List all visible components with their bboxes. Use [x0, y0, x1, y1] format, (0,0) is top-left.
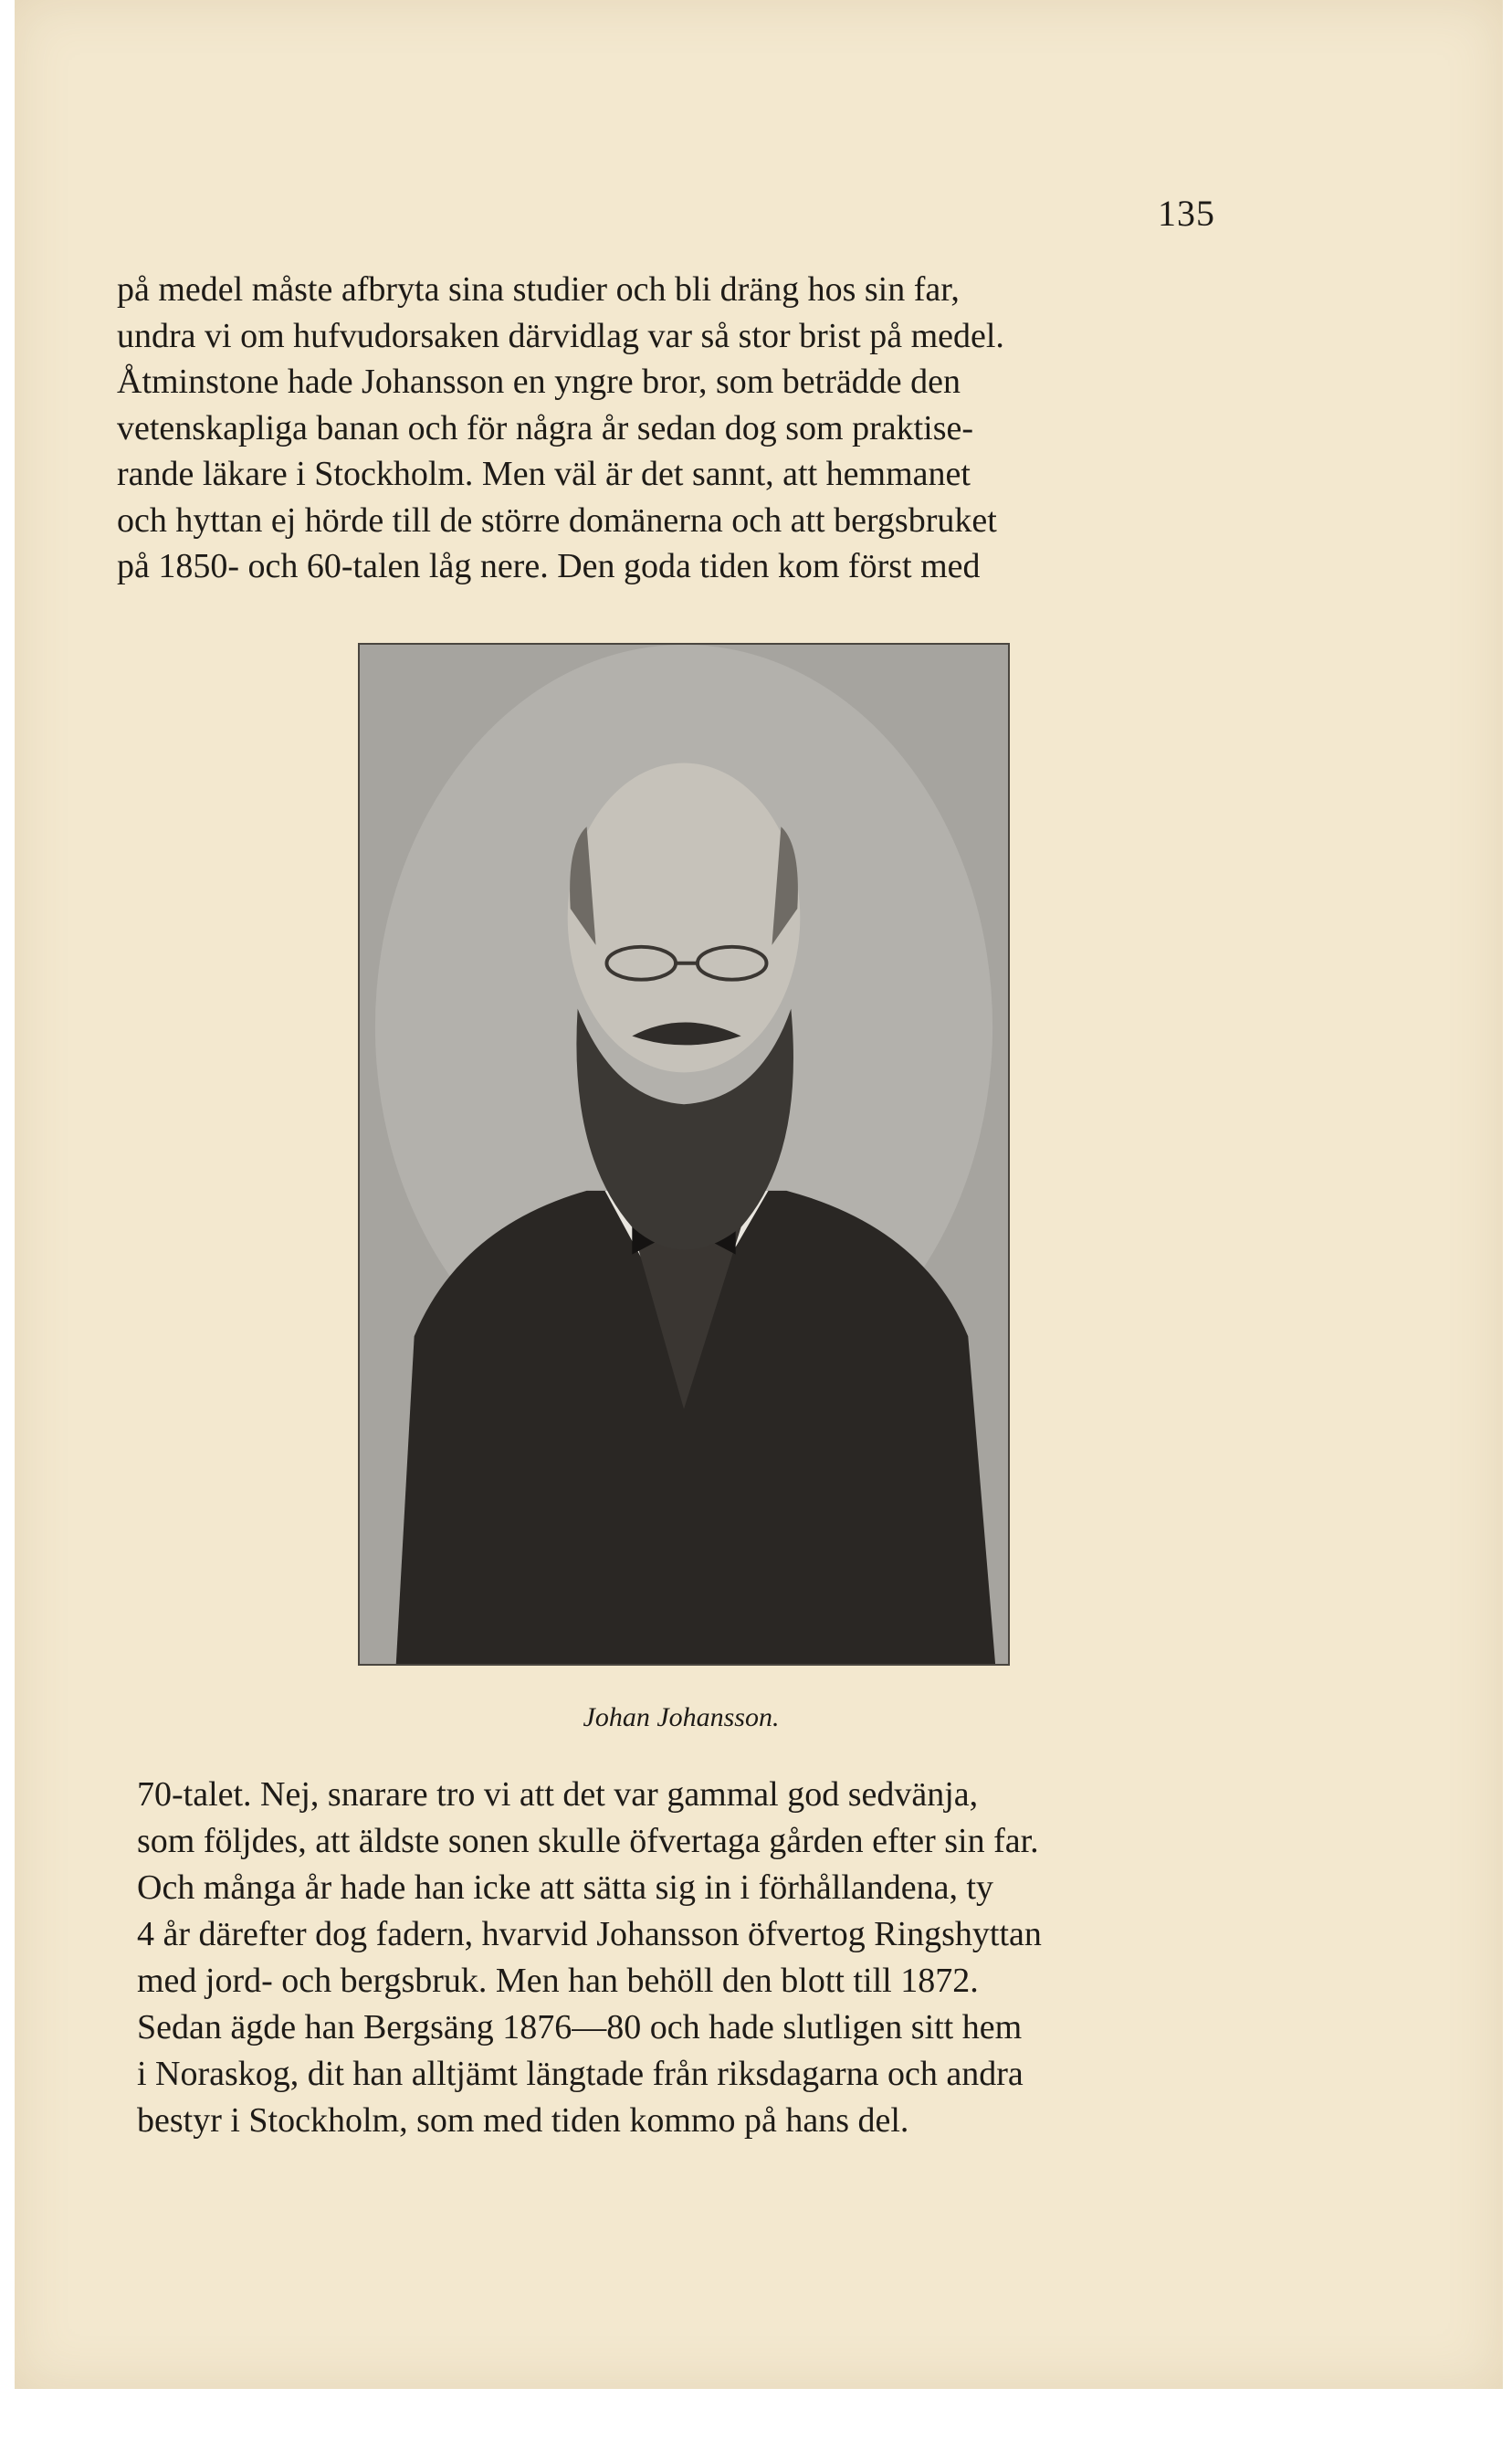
text-line: Åtminstone hade Johansson en yngre bror, som beträdde den — [117, 363, 961, 401]
photo-caption: Johan Johansson. — [583, 1702, 780, 1732]
text-line: Och många år hade han icke att sätta sig in i förhållandena, ty — [137, 1868, 994, 1907]
portrait-photo — [358, 643, 1010, 1666]
portrait-illustration — [360, 645, 1008, 1664]
text-line: som följdes, att äldste sonen skulle öfvertaga gården efter sin far. — [137, 1822, 1039, 1860]
text-line: på medel måste afbryta sina studier och bli dräng hos sin far, — [117, 270, 960, 309]
book-page — [15, 0, 1503, 2389]
text-line: Sedan ägde han Bergsäng 1876—80 och hade slutligen sitt hem — [137, 2008, 1023, 2046]
text-line: 70-talet. Nej, snarare tro vi att det var gammal god sedvänja, — [137, 1775, 979, 1814]
body-text-top — [117, 267, 1256, 590]
page-number: 135 — [1158, 193, 1215, 234]
text-line: med jord- och bergsbruk. Men han behöll den blott till 1872. — [137, 1962, 979, 2000]
text-line: 4 år därefter dog fadern, hvarvid Johansson öfvertog Ringshyttan — [137, 1915, 1042, 1953]
text-line: rande läkare i Stockholm. Men väl är det sannt, att hemmanet — [117, 455, 971, 493]
body-text-bottom — [137, 1772, 1267, 2144]
text-line: vetenskapliga banan och för några år sedan dog som praktise- — [117, 408, 974, 447]
text-line: bestyr i Stockholm, som med tiden kommo på hans del. — [137, 2101, 909, 2140]
text-line: på 1850- och 60-talen låg nere. Den goda tiden kom först med — [117, 547, 981, 585]
text-line: i Noraskog, dit han alltjämt längtade från riksdagarna och andra — [137, 2055, 1024, 2093]
text-line: och hyttan ej hörde till de större domänerna och att bergsbruket — [117, 500, 997, 540]
text-line: undra vi om hufvudorsaken därvidlag var så stor brist på medel. — [117, 316, 1004, 355]
